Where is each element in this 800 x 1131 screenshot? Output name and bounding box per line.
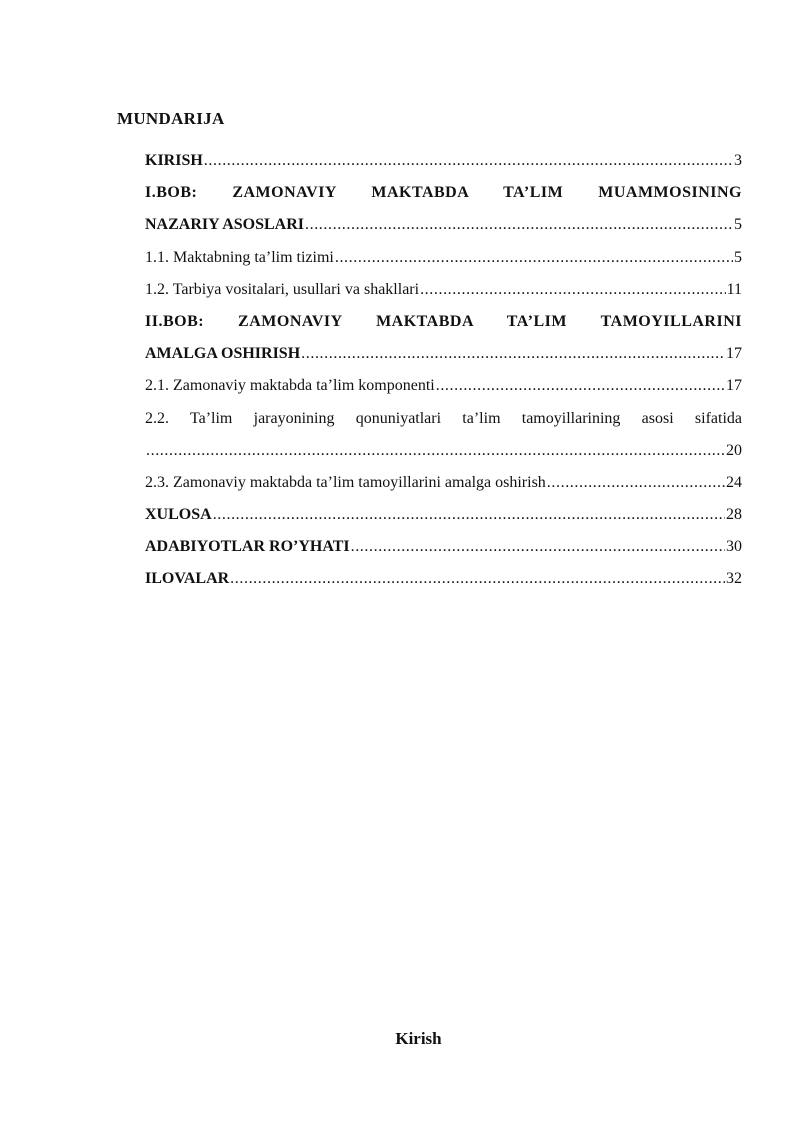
toc-entry-1-2[interactable] (145, 274, 742, 306)
dot-leader (230, 563, 725, 595)
dot-leader (204, 145, 733, 177)
toc-entry-label: ADABIYOTLAR RO’YHATI (145, 538, 350, 556)
toc-entry-chapter-2-line-1[interactable] (145, 306, 742, 338)
toc-page-number: 17 (726, 377, 742, 395)
dot-leader (146, 435, 725, 467)
toc-entry-label: 2.1. Zamonaviy maktabda ta’lim komponenti (145, 377, 435, 395)
toc-entry-ilovalar[interactable] (145, 563, 742, 595)
toc-entry-label: XULOSA (145, 506, 212, 524)
toc-entry-chapter-1-line-1[interactable] (145, 177, 742, 209)
toc-entry-chapter-2-line-2[interactable] (145, 338, 742, 370)
toc-entry-chapter-1-line-2[interactable] (145, 209, 742, 241)
toc-page-number: 32 (726, 570, 742, 588)
toc-entry-label: 2.2. Ta’lim jarayonining qonuniyatlari ta’lim tamoyillarining asosi sifatida (145, 409, 742, 427)
toc-entry-label: KIRISH (145, 152, 203, 169)
toc-entry-label: II.BOB: ZAMONAVIY MAKTABDA TA’LIM TAMOYILLARINI (145, 312, 742, 330)
toc-entry-label: NAZARIY ASOSLARI (145, 216, 304, 234)
toc-entry-2-2-line-2[interactable] (145, 435, 742, 467)
toc-entry-2-3[interactable] (145, 467, 742, 499)
toc-entry-2-1[interactable] (145, 370, 742, 402)
toc-entry-kirish[interactable] (145, 145, 742, 177)
toc-entry-label: 1.2. Tarbiya vositalari, usullari va shakllari (145, 280, 420, 298)
toc-entry-xulosa[interactable] (145, 499, 742, 531)
toc-entry-label: ILOVALAR (145, 570, 230, 588)
toc-entry-label: 1.1. Maktabning ta’lim tizimi (145, 248, 334, 266)
toc-page-number: 30 (726, 538, 742, 556)
dot-leader (420, 274, 726, 306)
dot-leader (547, 467, 725, 499)
dot-leader (301, 338, 725, 370)
toc-entry-label: 2.3. Zamonaviy maktabda ta’lim tamoyillarini amalga oshirish (145, 473, 546, 491)
section-heading-kirish: Kirish (395, 1029, 442, 1048)
toc-page-number: 3 (734, 152, 742, 169)
toc-page-number: 17 (726, 345, 742, 363)
toc-page-number: 5 (734, 248, 742, 266)
toc-entry-label: I.BOB: ZAMONAVIY MAKTABDA TA’LIM MUAMMOSINING (145, 184, 742, 202)
toc-page-number: 5 (734, 216, 742, 234)
toc-entry-adabiyotlar[interactable] (145, 531, 742, 563)
dot-leader (305, 209, 733, 241)
toc-page-number: 20 (726, 441, 742, 459)
toc-heading: MUNDARIJA (117, 109, 225, 128)
toc-entry-label: AMALGA OSHIRISH (145, 345, 301, 363)
dot-leader (351, 531, 725, 563)
toc-entry-1-1[interactable] (145, 242, 742, 274)
dot-leader (213, 499, 725, 531)
toc-entry-2-2-line-1[interactable] (145, 403, 742, 435)
dot-leader (335, 242, 733, 274)
toc-page-number: 28 (726, 506, 742, 524)
toc-page-number: 24 (726, 473, 742, 491)
table-of-contents (145, 145, 742, 596)
toc-page-number: 11 (726, 280, 742, 298)
dot-leader (436, 370, 725, 402)
